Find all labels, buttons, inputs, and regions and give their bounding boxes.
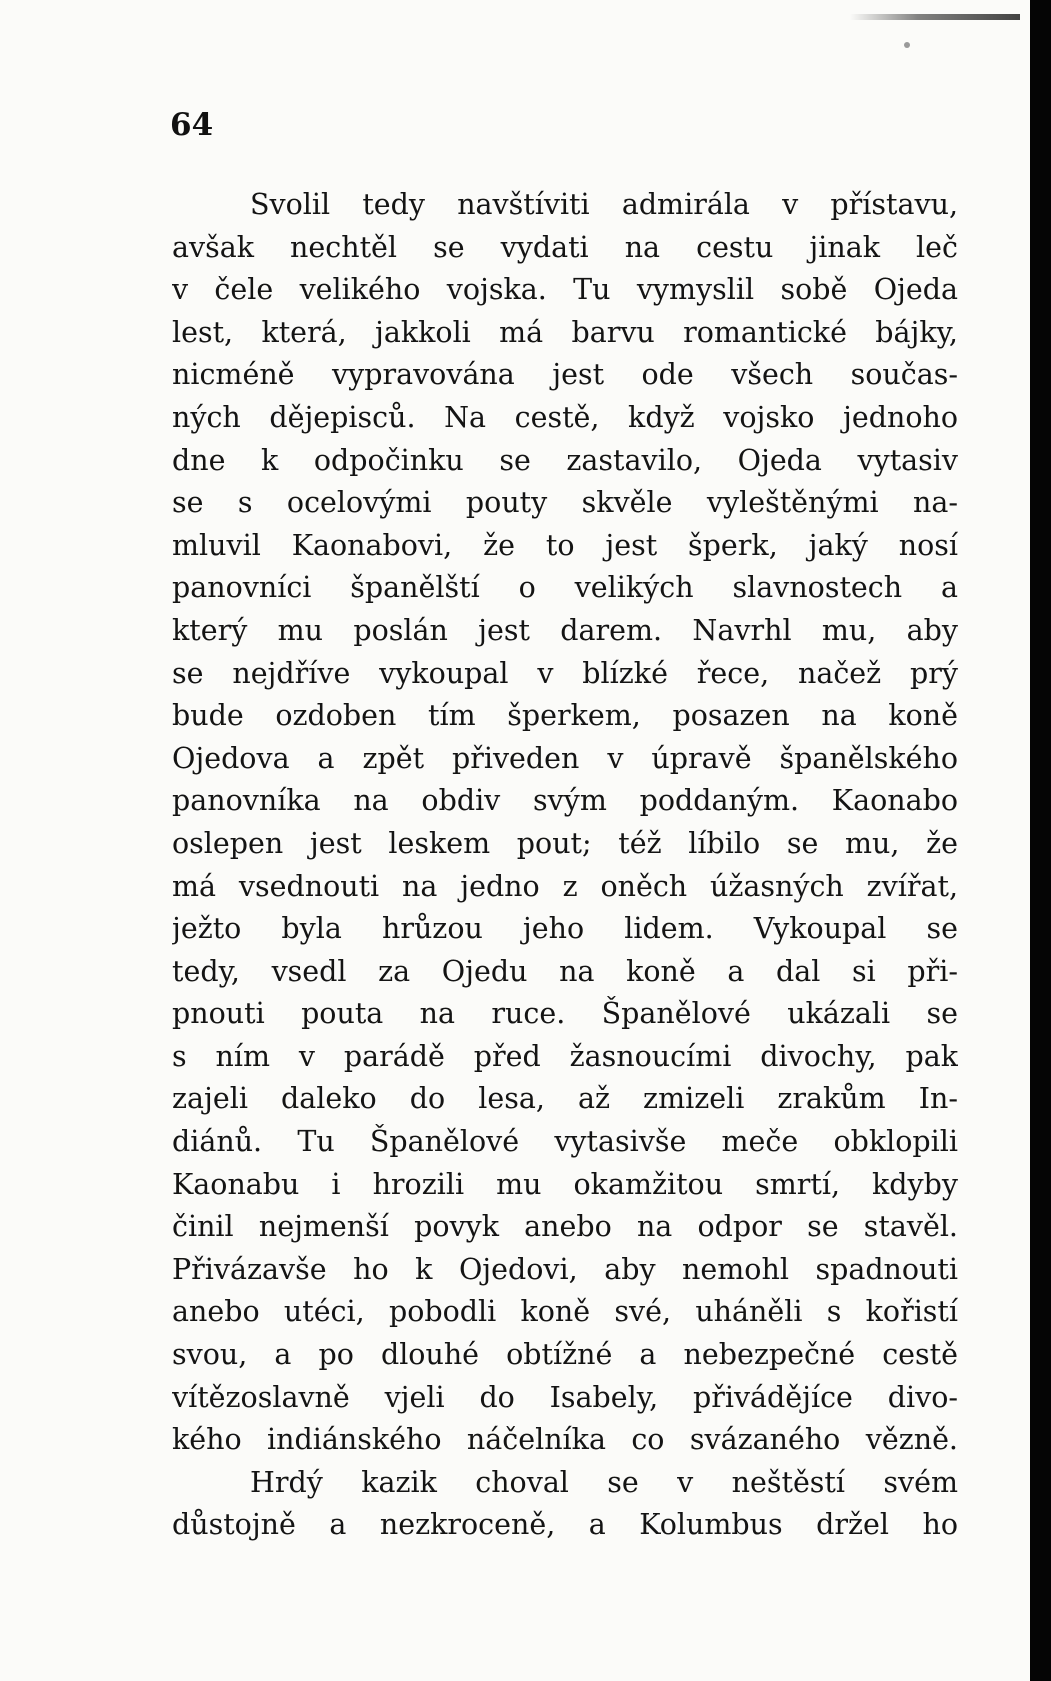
text-line: vítězoslavně vjeli do Isabely, přivádějíce divo-: [172, 1380, 958, 1414]
text-line: bude ozdoben tím šperkem, posazen na koně: [172, 699, 958, 733]
text-line: ježto byla hrůzou jeho lidem. Vykoupal se: [172, 912, 958, 946]
page-number: 64: [170, 107, 214, 143]
text-line: Ojedova a zpět přiveden v úpravě španělského: [172, 741, 958, 775]
paragraph: [172, 1462, 958, 1547]
body-text: [172, 184, 958, 1547]
text-line: s ním v parádě před žasnoucími divochy, pak: [172, 1039, 958, 1073]
scan-edge: [1030, 0, 1051, 1681]
text-line: Hrdý kazik choval se v neštěstí svém: [250, 1465, 958, 1499]
paragraphs: [172, 184, 958, 1547]
text-line: diánů. Tu Španělové vytasivše meče obklopili: [172, 1125, 958, 1159]
text-line: Svolil tedy navštíviti admirála v přístavu,: [250, 188, 958, 221]
text-line: panovníka na obdiv svým poddaným. Kaonabo: [172, 784, 958, 818]
text-line: anebo utéci, pobodli koně své, uháněli s kořistí: [172, 1295, 958, 1329]
scan-smudge: [850, 14, 1020, 20]
text-line: má vsednouti na jedno z oněch úžasných zvířat,: [172, 869, 958, 903]
text-line: panovníci španělští o velikých slavnostech a: [172, 571, 958, 605]
text-line: tedy, vsedl za Ojedu na koně a dal si při-: [172, 954, 958, 988]
text-line: lest, která, jakkoli má barvu romantické bájky,: [172, 315, 958, 349]
text-line: oslepen jest leskem pout; též líbilo se mu, že: [172, 826, 958, 860]
text-line: nicméně vypravována jest ode všech součas-: [172, 358, 958, 392]
text-line: se nejdříve vykoupal v blízké řece, načež prý: [172, 656, 958, 690]
text-line: v čele velikého vojska. Tu vymyslil sobě Ojeda: [172, 273, 958, 307]
text-line: kého indiánského náčelníka co svázaného vězně.: [172, 1423, 958, 1457]
text-line: ných dějepisců. Na cestě, když vojsko jednoho: [172, 400, 958, 434]
text-line: Přivázavše ho k Ojedovi, aby nemohl spadnouti: [172, 1252, 958, 1286]
text-line: který mu poslán jest darem. Navrhl mu, aby: [172, 613, 958, 647]
text-line: dne k odpočinku se zastavilo, Ojeda vytasiv: [172, 443, 958, 477]
text-line: činil nejmenší povyk anebo na odpor se stavěl.: [172, 1210, 958, 1244]
text-line: avšak nechtěl se vydati na cestu jinak leč: [172, 230, 958, 264]
text-line: svou, a po dlouhé obtížné a nebezpečné cestě: [172, 1338, 958, 1372]
text-line: mluvil Kaonabovi, že to jest šperk, jaký nosí: [172, 528, 958, 562]
text-line: zajeli daleko do lesa, až zmizeli zrakům In-: [172, 1082, 958, 1116]
scan-speck: [904, 42, 910, 48]
text-line: se s ocelovými pouty skvěle vyleštěnými na-: [172, 486, 958, 520]
text-line: důstojně a nezkroceně, a Kolumbus držel ho: [172, 1508, 958, 1542]
paragraph: [172, 184, 958, 1462]
text-line: Kaonabu i hrozili mu okamžitou smrtí, kdyby: [172, 1167, 958, 1201]
text-line: pnouti pouta na ruce. Španělové ukázali se: [172, 997, 958, 1031]
